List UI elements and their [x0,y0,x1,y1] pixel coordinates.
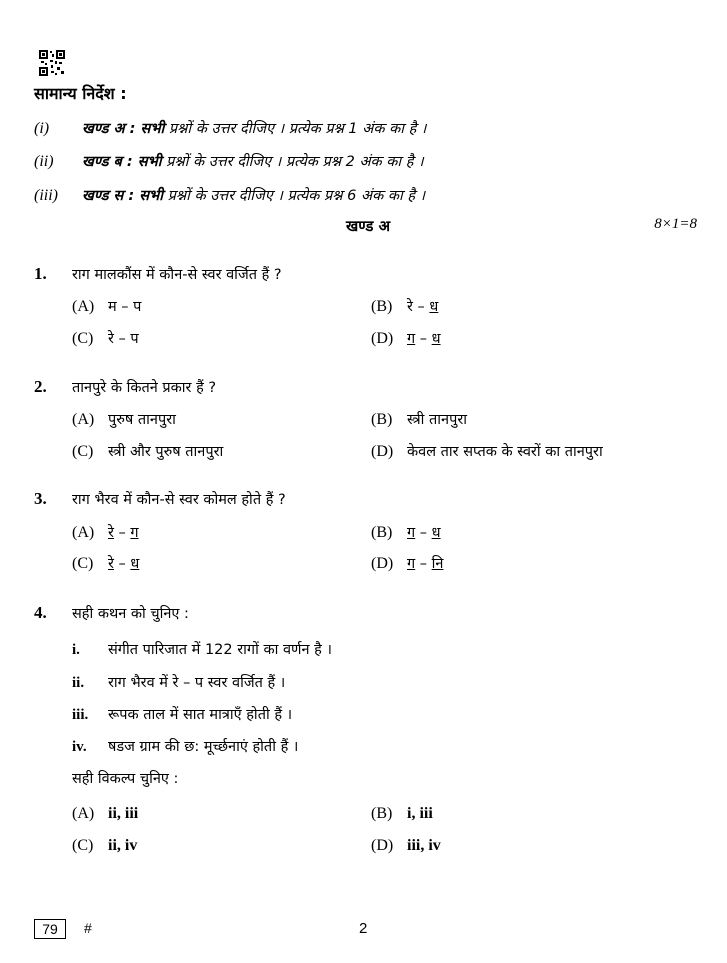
instruction-item: (ii) खण्ड ब : सभी प्रश्नों के उत्तर दीजिए । प्रत्येक प्रश्न 2 अंक का है । [34,153,424,170]
question-number: 4. [34,603,47,622]
section-marks: 8×1=8 [654,216,697,232]
question-number: 3. [34,489,47,508]
option-d: (D) केवल तार सप्तक के स्वरों का तानपुरा [371,443,603,460]
option-d: (D) iii, iv [371,837,441,854]
option-a: (A) ii, iii [72,805,139,822]
option-a: (A) म – प [72,298,142,315]
option-b: (B) रे – ध [371,298,439,315]
page-number: 2 [359,920,368,937]
option-c: (C) ii, iv [72,837,138,854]
question-text: राग मालकौंस में कौन-से स्वर वर्जित हैं ? [72,267,282,283]
option-c: (C) रे – ध [72,555,140,572]
instruction-item: (iii) खण्ड स : सभी प्रश्नों के उत्तर दीजिए । प्रत्येक प्रश्न 6 अंक का है । [34,187,426,204]
footer-hash: # [84,920,92,936]
statement-item: ii. राग भैरव में रे – प स्वर वर्जित हैं । [72,675,286,691]
option-b: (B) स्त्री तानपुरा [371,411,467,428]
instruction-item: (i) खण्ड अ : सभी प्रश्नों के उत्तर दीजिए । प्रत्येक प्रश्न 1 अंक का है । [34,120,427,137]
paper-code-box: 79 [34,919,66,939]
option-b: (B) ग – ध [371,524,441,541]
option-c: (C) स्त्री और पुरुष तानपुरा [72,443,224,460]
statement-item: iii. रूपक ताल में सात मात्राएँ होती हैं । [72,707,293,723]
option-a: (A) पुरुष तानपुरा [72,411,176,428]
option-b: (B) i, iii [371,805,433,822]
question-number: 1. [34,264,47,283]
question-number: 2. [34,377,47,396]
option-d: (D) ग – नि [371,555,444,572]
option-c: (C) रे – प [72,330,139,347]
general-instructions-heading: सामान्य निर्देश : [34,84,127,103]
question-text: राग भैरव में कौन-से स्वर कोमल होते हैं ? [72,492,286,508]
option-a: (A) रे – ग [72,524,139,541]
statement-item: i. संगीत पारिजात में 122 रागों का वर्णन है । [72,642,332,658]
option-d: (D) ग – ध [371,330,441,347]
question-text: तानपुरे के कितने प्रकार हैं ? [72,380,217,396]
section-title: खण्ड अ [346,217,391,235]
question-text: सही कथन को चुनिए : [72,606,189,622]
qr-code-icon [39,50,65,76]
statement-item: iv. षडज ग्राम की छ: मूर्च्छनाएं होती हैं । [72,739,299,755]
choose-option-prompt: सही विकल्प चुनिए : [72,771,179,787]
